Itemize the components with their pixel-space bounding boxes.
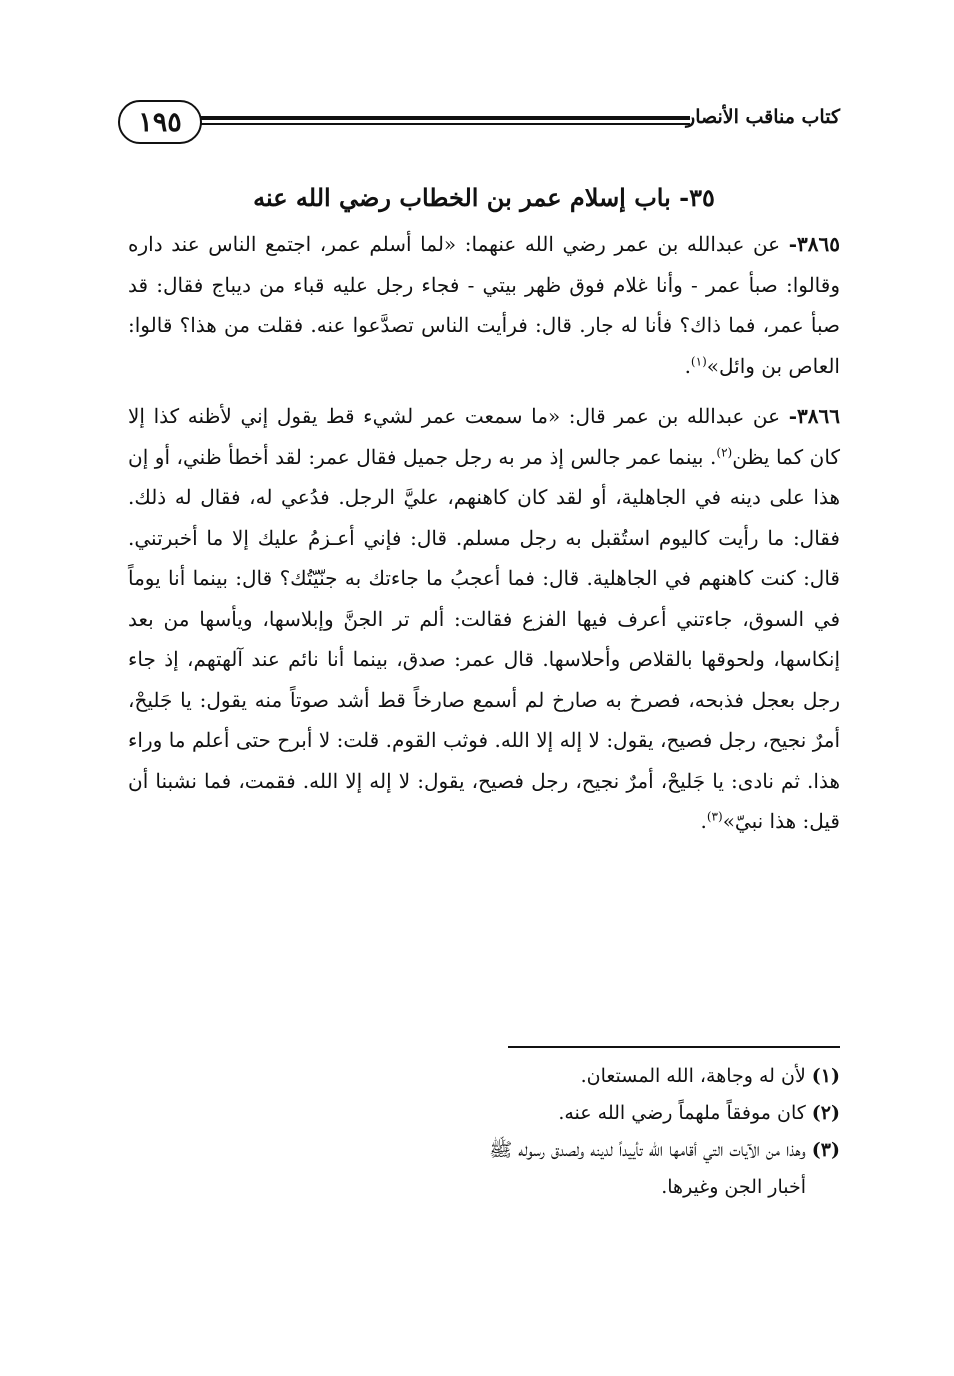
chapter-heading: ٣٥- باب إسلام عمر بن الخطاب رضي الله عنه: [253, 183, 715, 212]
footnote-ref-1[interactable]: (١): [690, 353, 707, 368]
page-number: ١٩٥: [118, 100, 202, 144]
hadith-number: ٣٨٦٦-: [788, 404, 841, 428]
hadith-text-end: .: [700, 809, 707, 833]
hadith-number: ٣٨٦٥-: [788, 232, 840, 256]
footnote-3: [128, 1132, 840, 1206]
footnote-ref-3[interactable]: (٣): [706, 809, 723, 824]
footnote-separator: [508, 1046, 840, 1048]
footnote-mark: (٢): [811, 1102, 840, 1124]
footnote-text: كان موفقاً ملهماً رضي الله عنه.: [558, 1102, 806, 1124]
hadith-3865: [128, 224, 840, 386]
footnote-text-continued: أخبار الجن وغيرها.: [661, 1176, 806, 1198]
hadith-text-cont: . بينما عمر جالس إذ مر به رجل جميل فقال عمر: لقد أخطأ ظني، أو إن هذا على دينه في الجاهلية، أو لقد كان كاهنهم، عليَّ الرجل. فدُعي له، فقال له ذلك. فقال: ما رأيت كاليوم استُقبل به رجل مسلم. قال: فإني أعـزمُ عليك إلا ما أخبرتني. قال: كنت كاهنهم في الجاهلية. قال: فما أعجبُ ما جاءتك به جنّيّتُك؟ قال: بينما أنا يوماً في السوق، جاءتني أعرف فيها الفزع فقالت: ألم تر الجنَّ وإبلاسها، ويأسها من بعد إنكاسها، ولحوقها بالقلاص وأحلاسها. قال عمر: صدق، بينما أنا نائم عند آلهتهم، إذ جاء رجل بعجل فذبحه، فصرخ به صارخ لم أسمع صارخاً قط أشد صوتاً منه يقول: يا جَليحْ، أمرٌ نجيح، رجل فصيح، يقول: لا إله إلا الله. فوثب القوم. قلت: لا أبرح حتى أعلم ما وراء هذا. ثم نادى: يا جَليحْ، أمرٌ نجيح، رجل فصيح، يقول: لا إله إلا الله. فقمت، فما نشبنا أن قيل: هذا نبيّ»: [128, 444, 840, 833]
hadith-3866: [128, 396, 840, 842]
hadith-text: عن عبدالله بن عمر قال: «ما سمعت عمر لشيء قط يقول إني لأظنه كذا إلا كان كما يظن: [128, 404, 840, 469]
footnote-ref-2[interactable]: (٢): [716, 444, 733, 459]
hadith-text: عن عبدالله بن عمر رضي الله عنهما: «لما أسلم عمر، اجتمع الناس عند داره وقالوا: صبأ عمر - وأنا غلام فوق ظهر بيتي - فجاء رجل عليه قباء من ديباج فقال: قد صبأ عمر، فما ذاك؟ فأنا له جار. قال: فرأيت الناس تصدَّعوا عنه. فقلت من هذا؟ قالوا: العاص بن وائل»: [128, 232, 840, 378]
footnote-1: [128, 1058, 840, 1095]
book-title: كتاب مناقب الأنصار: [686, 106, 840, 128]
footnote-text: وهذا من الآيات التي أقامها الله تأييداً لدينه ولصدق رسوله ﷺ: [489, 1139, 806, 1161]
footnotes: [128, 1058, 840, 1206]
running-header: [118, 100, 840, 150]
footnote-text: لأن له وجاهة، الله المستعان.: [580, 1065, 806, 1087]
footnote-mark: (١): [811, 1065, 840, 1087]
header-rule: [200, 116, 690, 128]
footnote-mark: (٣): [811, 1139, 840, 1161]
hadith-text-end: .: [684, 353, 691, 378]
footnote-2: [128, 1095, 840, 1132]
main-text: [128, 178, 840, 842]
